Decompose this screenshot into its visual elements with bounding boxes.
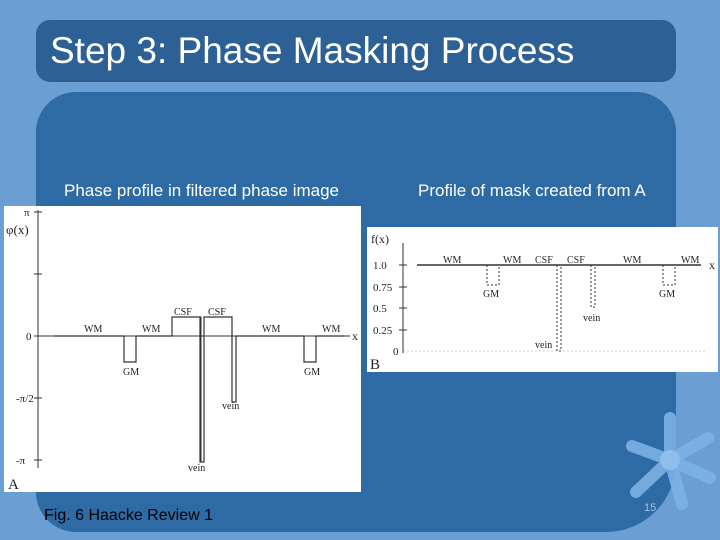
figure-b-label-wm-1: WM <box>443 255 462 266</box>
figure-a-label-gm-1: GM <box>123 367 140 378</box>
figure-a-panel-label: A <box>8 477 19 492</box>
figure-a-label-vein-1: vein <box>222 401 240 412</box>
figure-a-tick-minus-pi: -π <box>16 455 26 467</box>
figure-b-label-vein-1: vein <box>583 313 601 324</box>
figure-b-tick-0: 0 <box>393 346 399 358</box>
figure-b-x-label: x <box>709 258 715 272</box>
figure-a-tick-minus-pi-half: -π/2 <box>16 393 34 405</box>
figure-b-svg <box>367 227 718 372</box>
figure-a <box>4 206 361 492</box>
figure-a-label-csf-2: CSF <box>208 307 226 318</box>
figure-a-y-label: φ(x) <box>6 222 29 237</box>
slide-title: Step 3: Phase Masking Process <box>50 30 575 71</box>
figure-b <box>367 227 718 372</box>
figure-citation: Fig. 6 Haacke Review 1 <box>44 507 213 524</box>
figure-b-label-wm-4: WM <box>681 255 700 266</box>
decorative-asterisk-icon <box>620 408 720 518</box>
figure-b-gm-dip-1 <box>487 265 499 285</box>
figure-b-tick-1: 1.0 <box>373 260 387 272</box>
figure-b-tick-075: 0.75 <box>373 282 393 294</box>
figure-b-label-gm-2: GM <box>659 289 676 300</box>
figure-a-label-vein-2: vein <box>188 463 206 474</box>
figure-b-label-wm-3: WM <box>623 255 642 266</box>
figure-b-vein-dip-2 <box>591 265 595 307</box>
figure-b-vein-dip-1 <box>557 265 561 351</box>
figure-a-svg <box>4 206 361 492</box>
figure-b-tick-025: 0.25 <box>373 325 393 337</box>
caption-left: Phase profile in filtered phase image <box>64 181 339 200</box>
figure-a-label-wm-2: WM <box>142 324 161 335</box>
figure-a-label-gm-2: GM <box>304 367 321 378</box>
figure-b-panel-label: B <box>370 357 381 372</box>
figure-b-label-csf-1: CSF <box>535 255 553 266</box>
figure-b-label-gm-1: GM <box>483 289 500 300</box>
figure-a-phase-trace <box>54 317 344 462</box>
figure-a-x-label: x <box>352 329 358 343</box>
figure-a-label-wm-3: WM <box>262 324 281 335</box>
caption-right: Profile of mask created from A <box>418 181 646 200</box>
figure-a-label-wm-4: WM <box>322 324 341 335</box>
figure-b-label-wm-2: WM <box>503 255 522 266</box>
figure-b-gm-dip-2 <box>663 265 675 285</box>
slide-number: 15 <box>644 502 657 514</box>
figure-a-label-csf-1: CSF <box>174 307 192 318</box>
figure-b-y-label: f(x) <box>371 232 389 246</box>
figure-b-label-vein-2: vein <box>535 340 553 351</box>
figure-b-label-csf-2: CSF <box>567 255 585 266</box>
figure-a-tick-zero: 0 <box>26 331 32 343</box>
figure-b-tick-05: 0.5 <box>373 303 387 315</box>
figure-a-tick-pi: π <box>24 207 30 219</box>
figure-a-label-wm-1: WM <box>84 324 103 335</box>
